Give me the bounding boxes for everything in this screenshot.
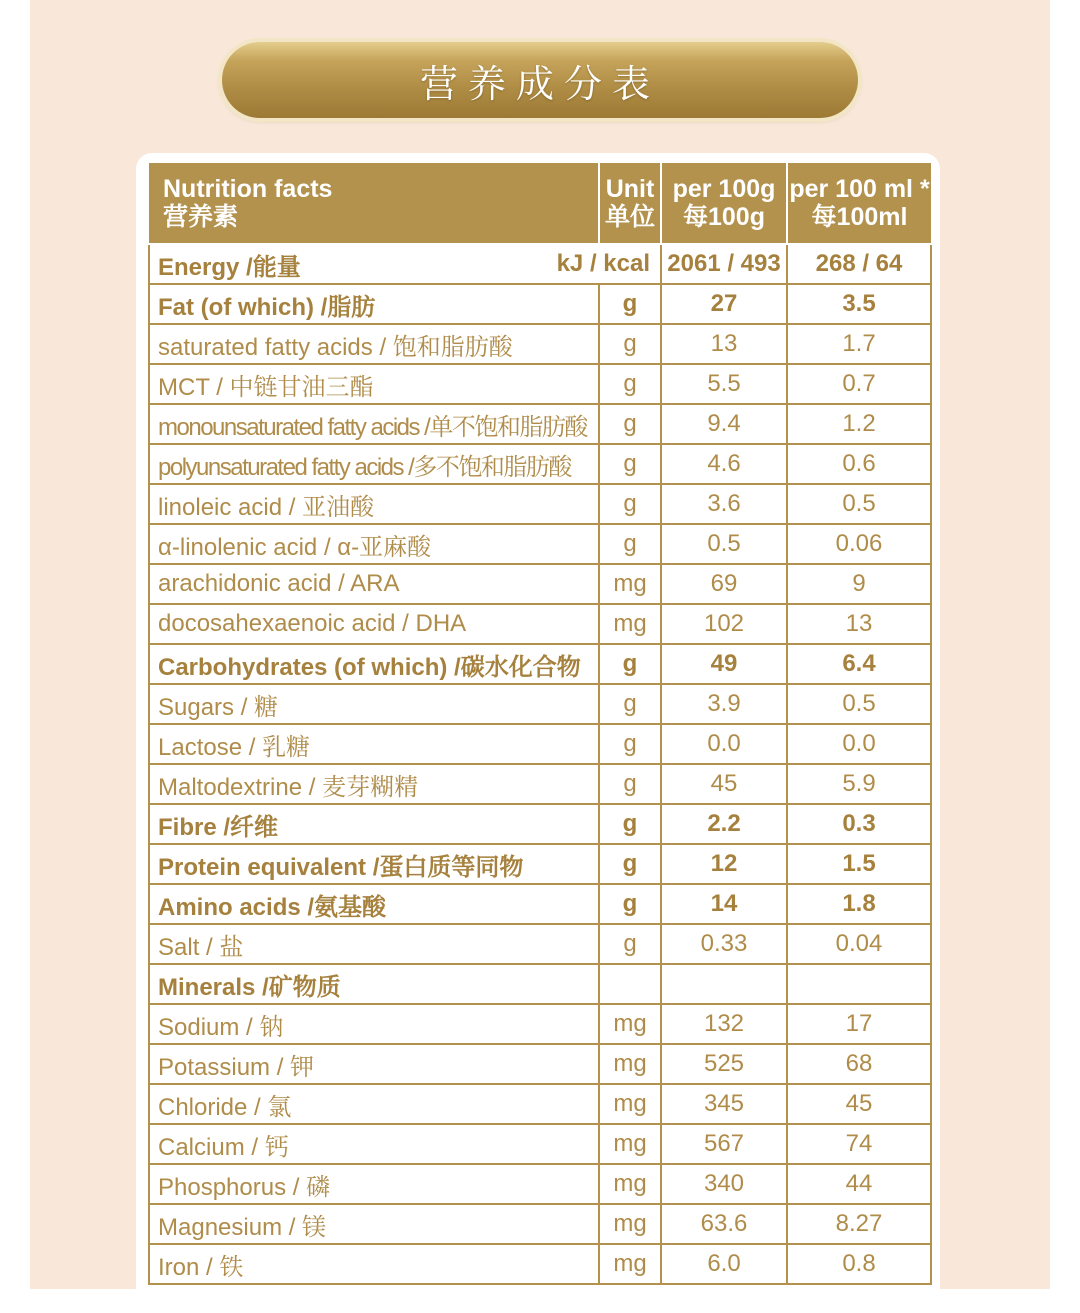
unit-cell: g xyxy=(599,684,661,724)
unit-cell: g xyxy=(599,524,661,564)
per-100g-cell: 340 xyxy=(661,1164,787,1204)
nutrient-name-cell: saturated fatty acids / 饱和脂肪酸 xyxy=(149,324,599,364)
per-100g-cell: 4.6 xyxy=(661,444,787,484)
per-100g-cell: 102 xyxy=(661,604,787,644)
energy-per-100g: 2061 / 493 xyxy=(661,244,787,284)
per-100ml-cell: 0.5 xyxy=(787,684,931,724)
unit-cell: g xyxy=(599,324,661,364)
per-100ml-cell: 17 xyxy=(787,1004,931,1044)
nutrient-name-cell: Fibre /纤维 xyxy=(149,804,599,844)
table-row xyxy=(149,724,931,764)
per-100ml-cell: 1.2 xyxy=(787,404,931,444)
nutrient-name-cell: Chloride / 氯 xyxy=(149,1084,599,1124)
table-row xyxy=(149,964,931,1004)
unit-cell: g xyxy=(599,844,661,884)
energy-name: Energy /能量 xyxy=(158,253,301,281)
per-100ml-cell: 0.3 xyxy=(787,804,931,844)
header-unit-en: Unit xyxy=(605,175,655,203)
per-100ml-cell: 0.0 xyxy=(787,724,931,764)
header-nutrient-en: Nutrition facts xyxy=(163,175,333,203)
per-100g-cell: 49 xyxy=(661,644,787,684)
per-100ml-cell: 3.5 xyxy=(787,284,931,324)
per-100g-cell: 45 xyxy=(661,764,787,804)
table-row xyxy=(149,1244,931,1284)
header-nutrient xyxy=(149,163,599,244)
per-100g-cell: 3.6 xyxy=(661,484,787,524)
table-row xyxy=(149,884,931,924)
per-100ml-cell: 6.4 xyxy=(787,644,931,684)
nutrient-name-cell: Calcium / 钙 xyxy=(149,1124,599,1164)
unit-cell: mg xyxy=(599,1244,661,1284)
table-row xyxy=(149,364,931,404)
unit-cell: mg xyxy=(599,1164,661,1204)
table-header-row xyxy=(149,163,931,244)
table-row xyxy=(149,684,931,724)
nutrient-name-cell: arachidonic acid / ARA xyxy=(149,564,599,604)
per-100g-cell xyxy=(661,964,787,1004)
per-100ml-cell: 45 xyxy=(787,1084,931,1124)
unit-cell: g xyxy=(599,644,661,684)
nutrient-name-cell: Carbohydrates (of which) /碳水化合物 xyxy=(149,644,599,684)
nutrient-name-cell: α-linolenic acid / α-亚麻酸 xyxy=(149,524,599,564)
per-100ml-cell: 1.7 xyxy=(787,324,931,364)
per-100ml-cell: 0.5 xyxy=(787,484,931,524)
per-100ml-cell: 0.6 xyxy=(787,444,931,484)
title-banner xyxy=(222,42,858,118)
unit-cell: g xyxy=(599,724,661,764)
per-100g-cell: 0.5 xyxy=(661,524,787,564)
header-nutrient-zh: 营养素 xyxy=(163,203,239,231)
table-row xyxy=(149,804,931,844)
per-100g-cell: 14 xyxy=(661,884,787,924)
unit-cell: g xyxy=(599,364,661,404)
header-unit xyxy=(599,163,661,244)
per-100g-cell: 9.4 xyxy=(661,404,787,444)
table-row xyxy=(149,764,931,804)
unit-cell: mg xyxy=(599,1004,661,1044)
per-100g-cell: 525 xyxy=(661,1044,787,1084)
table-row xyxy=(149,284,931,324)
per-100ml-cell: 9 xyxy=(787,564,931,604)
unit-cell: mg xyxy=(599,1084,661,1124)
table-row xyxy=(149,1204,931,1244)
nutrient-name-cell: Iron / 铁 xyxy=(149,1244,599,1284)
per-100ml-cell: 1.8 xyxy=(787,884,931,924)
unit-cell: g xyxy=(599,764,661,804)
table-row xyxy=(149,1164,931,1204)
nutrient-name-cell: Lactose / 乳糖 xyxy=(149,724,599,764)
header-unit-zh: 单位 xyxy=(604,203,655,231)
unit-cell: mg xyxy=(599,1204,661,1244)
table-row xyxy=(149,844,931,884)
per-100ml-cell: 0.8 xyxy=(787,1244,931,1284)
nutrition-table xyxy=(148,163,932,1285)
unit-cell: g xyxy=(599,484,661,524)
energy-unit: kJ / kcal xyxy=(556,250,650,277)
per-100ml-cell: 1.5 xyxy=(787,844,931,884)
table-row xyxy=(149,604,931,644)
unit-cell: g xyxy=(599,804,661,844)
per-100g-cell: 27 xyxy=(661,284,787,324)
energy-per-100ml: 268 / 64 xyxy=(787,244,931,284)
per-100ml-cell: 68 xyxy=(787,1044,931,1084)
header-per-100ml-en: per 100 ml * xyxy=(789,175,930,203)
per-100g-cell: 2.2 xyxy=(661,804,787,844)
unit-cell: mg xyxy=(599,1044,661,1084)
table-row xyxy=(149,924,931,964)
per-100g-cell: 63.6 xyxy=(661,1204,787,1244)
per-100ml-cell: 5.9 xyxy=(787,764,931,804)
per-100ml-cell xyxy=(787,964,931,1004)
header-per-100ml xyxy=(787,163,931,244)
per-100ml-cell: 8.27 xyxy=(787,1204,931,1244)
nutrient-name-cell: Sugars / 糖 xyxy=(149,684,599,724)
nutrient-name-cell: Salt / 盐 xyxy=(149,924,599,964)
per-100g-cell: 0.33 xyxy=(661,924,787,964)
nutrient-name-cell: MCT / 中链甘油三酯 xyxy=(149,364,599,404)
table-row xyxy=(149,1044,931,1084)
nutrient-name-cell: monounsaturated fatty acids /单不饱和脂肪酸 xyxy=(149,404,599,444)
unit-cell xyxy=(599,964,661,1004)
per-100g-cell: 132 xyxy=(661,1004,787,1044)
nutrient-name-cell: Protein equivalent /蛋白质等同物 xyxy=(149,844,599,884)
per-100ml-cell: 0.04 xyxy=(787,924,931,964)
table-row xyxy=(149,444,931,484)
per-100g-cell: 0.0 xyxy=(661,724,787,764)
unit-cell: g xyxy=(599,924,661,964)
table-row xyxy=(149,324,931,364)
nutrient-name-cell: Phosphorus / 磷 xyxy=(149,1164,599,1204)
nutrient-name-cell: Maltodextrine / 麦芽糊精 xyxy=(149,764,599,804)
header-per-100g xyxy=(661,163,787,244)
unit-cell: g xyxy=(599,404,661,444)
per-100g-cell: 69 xyxy=(661,564,787,604)
table-row xyxy=(149,404,931,444)
header-per-100g-en: per 100g xyxy=(672,175,776,203)
energy-row xyxy=(149,244,931,284)
energy-name-cell xyxy=(149,244,661,284)
per-100g-cell: 567 xyxy=(661,1124,787,1164)
table-row xyxy=(149,484,931,524)
unit-cell: mg xyxy=(599,1124,661,1164)
nutrient-name-cell: Amino acids /氨基酸 xyxy=(149,884,599,924)
table-row xyxy=(149,1004,931,1044)
per-100ml-cell: 13 xyxy=(787,604,931,644)
unit-cell: g xyxy=(599,884,661,924)
nutrient-name-cell: Sodium / 钠 xyxy=(149,1004,599,1044)
table-row xyxy=(149,1084,931,1124)
nutrient-name-cell: polyunsaturated fatty acids /多不饱和脂肪酸 xyxy=(149,444,599,484)
per-100ml-cell: 0.06 xyxy=(787,524,931,564)
unit-cell: mg xyxy=(599,564,661,604)
page-title: 营养成分表 xyxy=(419,61,660,106)
table-row xyxy=(149,564,931,604)
per-100g-cell: 5.5 xyxy=(661,364,787,404)
header-per-100ml-zh: 每100ml xyxy=(811,203,908,231)
nutrient-name-cell: Magnesium / 镁 xyxy=(149,1204,599,1244)
nutrient-name-cell: Potassium / 钾 xyxy=(149,1044,599,1084)
unit-cell: mg xyxy=(599,604,661,644)
table-row xyxy=(149,1124,931,1164)
table-row xyxy=(149,524,931,564)
unit-cell: g xyxy=(599,284,661,324)
nutrient-name-cell: Fat (of which) /脂肪 xyxy=(149,284,599,324)
table-row xyxy=(149,644,931,684)
header-per-100g-zh: 每100g xyxy=(683,203,765,231)
nutrient-name-cell: docosahexaenoic acid / DHA xyxy=(149,604,599,644)
per-100g-cell: 13 xyxy=(661,324,787,364)
per-100g-cell: 12 xyxy=(661,844,787,884)
per-100ml-cell: 0.7 xyxy=(787,364,931,404)
per-100ml-cell: 74 xyxy=(787,1124,931,1164)
per-100g-cell: 345 xyxy=(661,1084,787,1124)
nutrient-name-cell: Minerals /矿物质 xyxy=(149,964,599,1004)
per-100ml-cell: 44 xyxy=(787,1164,931,1204)
per-100g-cell: 6.0 xyxy=(661,1244,787,1284)
per-100g-cell: 3.9 xyxy=(661,684,787,724)
unit-cell: g xyxy=(599,444,661,484)
nutrient-name-cell: linoleic acid / 亚油酸 xyxy=(149,484,599,524)
